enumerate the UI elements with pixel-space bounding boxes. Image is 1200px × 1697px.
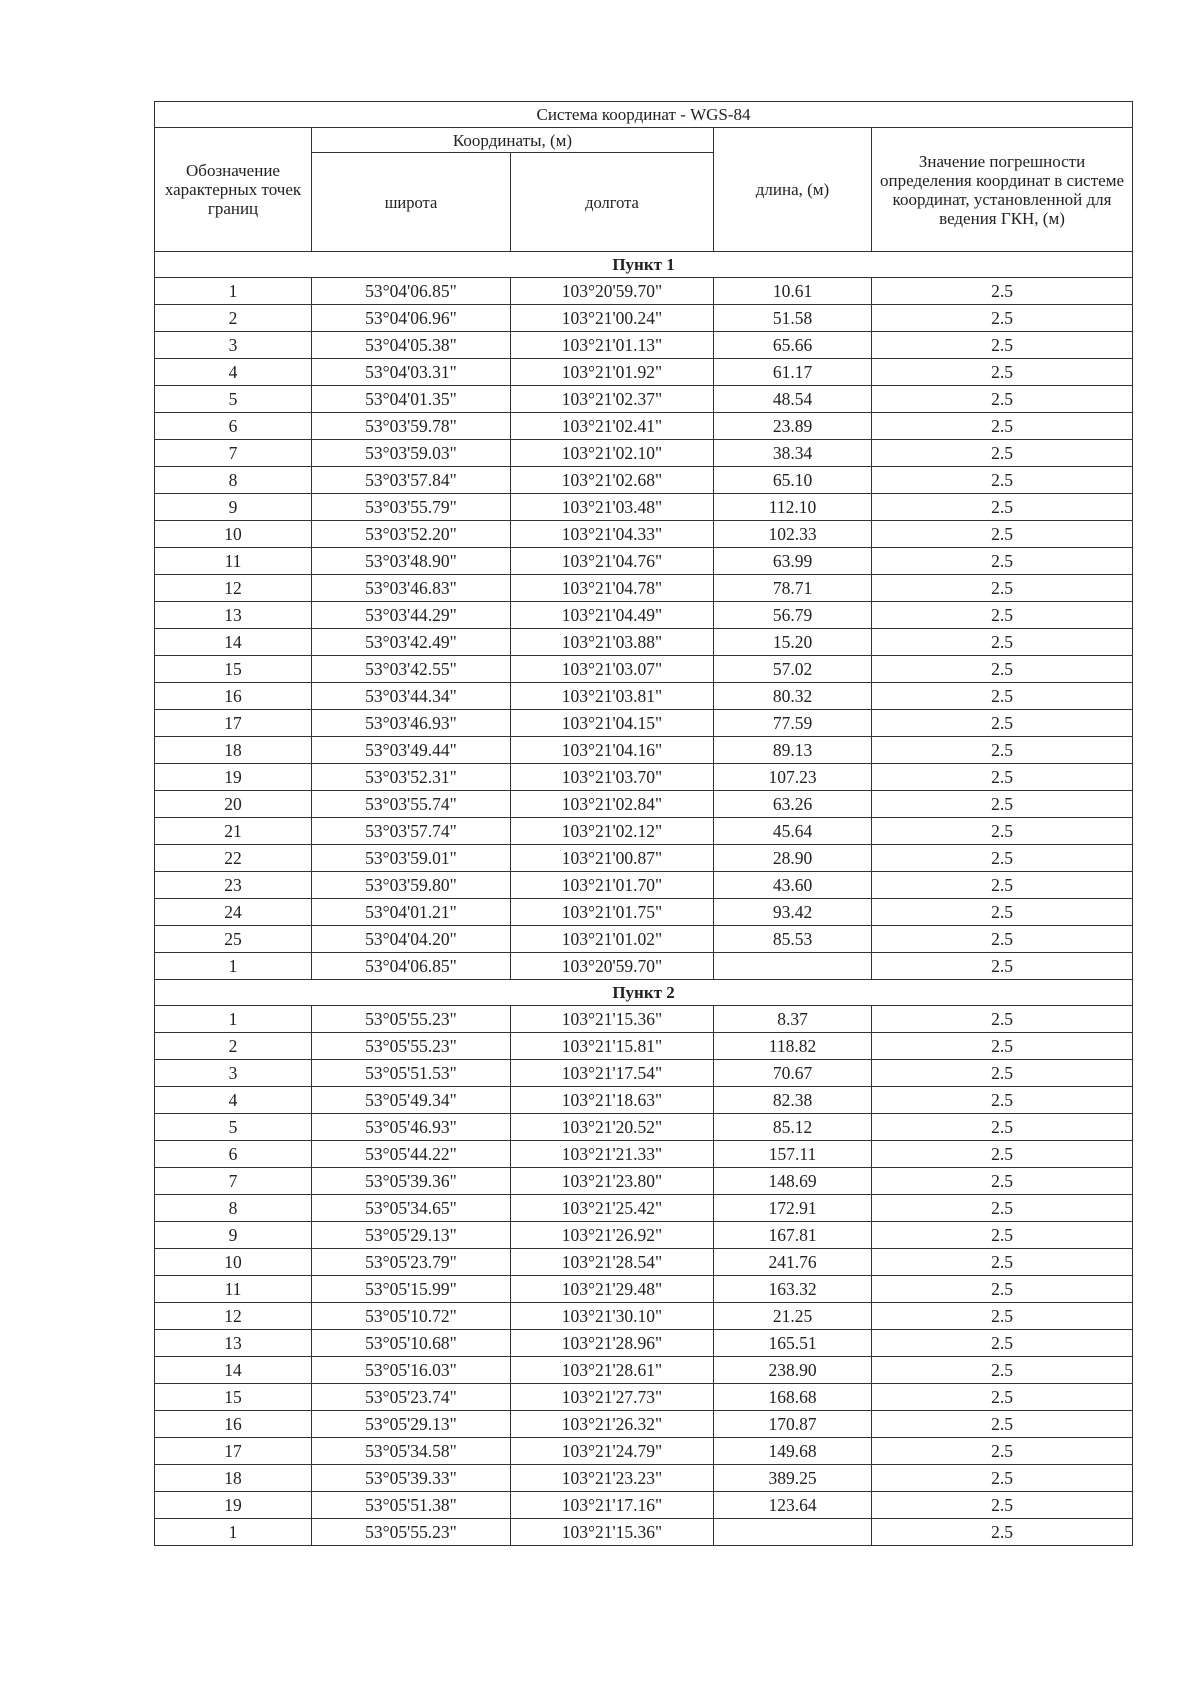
length-cell: 82.38: [714, 1087, 872, 1114]
length-cell: 123.64: [714, 1492, 872, 1519]
accuracy-cell: 2.5: [872, 1330, 1133, 1357]
point-number-cell: 5: [155, 386, 312, 413]
accuracy-cell: 2.5: [872, 413, 1133, 440]
accuracy-cell: 2.5: [872, 1438, 1133, 1465]
longitude-cell: 103°21'02.68": [511, 467, 714, 494]
accuracy-cell: 2.5: [872, 602, 1133, 629]
point-designation-header: Обозначение характерных точек границ: [155, 128, 312, 252]
length-cell: 45.64: [714, 818, 872, 845]
latitude-cell: 53°03'46.93": [312, 710, 511, 737]
longitude-cell: 103°21'18.63": [511, 1087, 714, 1114]
point-number-cell: 1: [155, 1519, 312, 1546]
point-number-cell: 10: [155, 521, 312, 548]
length-cell: 167.81: [714, 1222, 872, 1249]
table-row: [155, 953, 1133, 980]
table-row: [155, 1195, 1133, 1222]
latitude-cell: 53°04'01.35": [312, 386, 511, 413]
accuracy-cell: 2.5: [872, 1384, 1133, 1411]
table-row: [155, 1060, 1133, 1087]
point-number-cell: 4: [155, 359, 312, 386]
point-number-cell: 7: [155, 1168, 312, 1195]
accuracy-cell: 2.5: [872, 1519, 1133, 1546]
accuracy-cell: 2.5: [872, 1276, 1133, 1303]
length-cell: 112.10: [714, 494, 872, 521]
longitude-cell: 103°21'04.16": [511, 737, 714, 764]
latitude-cell: 53°05'55.23": [312, 1006, 511, 1033]
point-number-cell: 1: [155, 1006, 312, 1033]
point-number-cell: 16: [155, 1411, 312, 1438]
point-number-cell: 4: [155, 1087, 312, 1114]
longitude-cell: 103°21'04.33": [511, 521, 714, 548]
point-number-cell: 18: [155, 737, 312, 764]
table-row: [155, 521, 1133, 548]
accuracy-cell: 2.5: [872, 872, 1133, 899]
table-row: [155, 818, 1133, 845]
length-cell: 170.87: [714, 1411, 872, 1438]
latitude-cell: 53°03'55.79": [312, 494, 511, 521]
accuracy-cell: 2.5: [872, 440, 1133, 467]
accuracy-cell: 2.5: [872, 1303, 1133, 1330]
longitude-cell: 103°21'01.92": [511, 359, 714, 386]
table-row: [155, 494, 1133, 521]
longitude-cell: 103°21'01.75": [511, 899, 714, 926]
longitude-cell: 103°21'23.23": [511, 1465, 714, 1492]
point-number-cell: 9: [155, 1222, 312, 1249]
longitude-cell: 103°21'29.48": [511, 1276, 714, 1303]
longitude-cell: 103°21'03.70": [511, 764, 714, 791]
point-number-cell: 2: [155, 1033, 312, 1060]
accuracy-cell: 2.5: [872, 818, 1133, 845]
latitude-cell: 53°03'57.84": [312, 467, 511, 494]
latitude-cell: 53°05'23.79": [312, 1249, 511, 1276]
longitude-cell: 103°21'20.52": [511, 1114, 714, 1141]
point-number-cell: 24: [155, 899, 312, 926]
length-cell: 51.58: [714, 305, 872, 332]
point-number-cell: 17: [155, 1438, 312, 1465]
accuracy-cell: 2.5: [872, 521, 1133, 548]
longitude-cell: 103°21'17.16": [511, 1492, 714, 1519]
accuracy-cell: 2.5: [872, 710, 1133, 737]
longitude-cell: 103°21'02.41": [511, 413, 714, 440]
point-number-cell: 20: [155, 791, 312, 818]
latitude-cell: 53°04'04.20": [312, 926, 511, 953]
longitude-cell: 103°21'28.61": [511, 1357, 714, 1384]
accuracy-cell: 2.5: [872, 332, 1133, 359]
accuracy-cell: 2.5: [872, 1195, 1133, 1222]
table-row: [155, 737, 1133, 764]
table-row: [155, 710, 1133, 737]
longitude-cell: 103°20'59.70": [511, 953, 714, 980]
length-cell: 389.25: [714, 1465, 872, 1492]
longitude-cell: 103°21'03.48": [511, 494, 714, 521]
coordinates-table: [154, 101, 1133, 1546]
length-cell: 107.23: [714, 764, 872, 791]
longitude-cell: 103°21'25.42": [511, 1195, 714, 1222]
point-number-cell: 8: [155, 467, 312, 494]
longitude-cell: 103°21'26.92": [511, 1222, 714, 1249]
table-row: [155, 278, 1133, 305]
accuracy-cell: 2.5: [872, 683, 1133, 710]
length-cell: 65.66: [714, 332, 872, 359]
table-row: [155, 1357, 1133, 1384]
longitude-cell: 103°21'01.02": [511, 926, 714, 953]
accuracy-cell: 2.5: [872, 1465, 1133, 1492]
longitude-cell: 103°21'15.36": [511, 1519, 714, 1546]
table-row: [155, 845, 1133, 872]
latitude-cell: 53°03'44.34": [312, 683, 511, 710]
table-row: [155, 1519, 1133, 1546]
point-number-cell: 13: [155, 602, 312, 629]
point-number-cell: 17: [155, 710, 312, 737]
latitude-cell: 53°04'06.85": [312, 278, 511, 305]
point-number-cell: 1: [155, 278, 312, 305]
length-cell: 63.99: [714, 548, 872, 575]
table-row: [155, 305, 1133, 332]
length-cell: 70.67: [714, 1060, 872, 1087]
accuracy-cell: 2.5: [872, 467, 1133, 494]
table-row: [155, 1249, 1133, 1276]
table-row: [155, 1033, 1133, 1060]
length-cell: 8.37: [714, 1006, 872, 1033]
table-row: [155, 1303, 1133, 1330]
latitude-cell: 53°03'42.55": [312, 656, 511, 683]
table-row: [155, 1006, 1133, 1033]
length-cell: 149.68: [714, 1438, 872, 1465]
longitude-cell: 103°21'01.70": [511, 872, 714, 899]
table-row: [155, 1087, 1133, 1114]
longitude-cell: 103°21'04.76": [511, 548, 714, 575]
latitude-cell: 53°04'01.21": [312, 899, 511, 926]
point-number-cell: 3: [155, 332, 312, 359]
latitude-cell: 53°03'59.78": [312, 413, 511, 440]
table-row: [155, 1411, 1133, 1438]
table-body: [155, 252, 1133, 1546]
point-number-cell: 16: [155, 683, 312, 710]
accuracy-cell: 2.5: [872, 1087, 1133, 1114]
longitude-cell: 103°21'04.49": [511, 602, 714, 629]
length-cell: 93.42: [714, 899, 872, 926]
accuracy-cell: 2.5: [872, 1222, 1133, 1249]
length-cell: 48.54: [714, 386, 872, 413]
length-cell: 168.68: [714, 1384, 872, 1411]
latitude-cell: 53°03'59.01": [312, 845, 511, 872]
point-number-cell: 15: [155, 1384, 312, 1411]
latitude-cell: 53°05'51.53": [312, 1060, 511, 1087]
latitude-cell: 53°03'59.03": [312, 440, 511, 467]
latitude-cell: 53°03'52.20": [312, 521, 511, 548]
length-cell: 148.69: [714, 1168, 872, 1195]
latitude-cell: 53°05'34.65": [312, 1195, 511, 1222]
length-cell: 63.26: [714, 791, 872, 818]
table-row: [155, 656, 1133, 683]
table-row: [155, 575, 1133, 602]
accuracy-cell: 2.5: [872, 737, 1133, 764]
table-row: [155, 1141, 1133, 1168]
latitude-cell: 53°03'42.49": [312, 629, 511, 656]
accuracy-cell: 2.5: [872, 1141, 1133, 1168]
longitude-cell: 103°21'21.33": [511, 1141, 714, 1168]
table-row: [155, 1276, 1133, 1303]
table-row: [155, 926, 1133, 953]
longitude-cell: 103°21'04.78": [511, 575, 714, 602]
point-number-cell: 10: [155, 1249, 312, 1276]
latitude-cell: 53°05'39.36": [312, 1168, 511, 1195]
point-number-cell: 11: [155, 1276, 312, 1303]
length-cell: 43.60: [714, 872, 872, 899]
length-cell: 77.59: [714, 710, 872, 737]
longitude-header: долгота: [511, 153, 714, 252]
accuracy-cell: 2.5: [872, 386, 1133, 413]
latitude-cell: 53°05'29.13": [312, 1222, 511, 1249]
latitude-cell: 53°04'06.85": [312, 953, 511, 980]
length-cell: [714, 1519, 872, 1546]
longitude-cell: 103°21'23.80": [511, 1168, 714, 1195]
longitude-cell: 103°21'17.54": [511, 1060, 714, 1087]
longitude-cell: 103°21'28.54": [511, 1249, 714, 1276]
latitude-cell: 53°05'10.68": [312, 1330, 511, 1357]
longitude-cell: 103°21'15.81": [511, 1033, 714, 1060]
length-cell: 157.11: [714, 1141, 872, 1168]
accuracy-cell: 2.5: [872, 926, 1133, 953]
accuracy-cell: 2.5: [872, 764, 1133, 791]
point-number-cell: 5: [155, 1114, 312, 1141]
length-cell: 65.10: [714, 467, 872, 494]
accuracy-cell: 2.5: [872, 845, 1133, 872]
point-number-cell: 12: [155, 575, 312, 602]
length-cell: 238.90: [714, 1357, 872, 1384]
latitude-cell: 53°03'46.83": [312, 575, 511, 602]
length-cell: 102.33: [714, 521, 872, 548]
accuracy-cell: 2.5: [872, 899, 1133, 926]
table-row: [155, 413, 1133, 440]
accuracy-cell: 2.5: [872, 629, 1133, 656]
point-number-cell: 2: [155, 305, 312, 332]
length-cell: 172.91: [714, 1195, 872, 1222]
table-row: [155, 1114, 1133, 1141]
latitude-cell: 53°03'52.31": [312, 764, 511, 791]
point-number-cell: 14: [155, 1357, 312, 1384]
latitude-cell: 53°04'03.31": [312, 359, 511, 386]
accuracy-cell: 2.5: [872, 1357, 1133, 1384]
point-number-cell: 6: [155, 1141, 312, 1168]
section-row: [155, 980, 1133, 1006]
longitude-cell: 103°21'15.36": [511, 1006, 714, 1033]
accuracy-cell: 2.5: [872, 1006, 1133, 1033]
table-row: [155, 899, 1133, 926]
length-cell: 21.25: [714, 1303, 872, 1330]
section-row: [155, 252, 1133, 278]
accuracy-cell: 2.5: [872, 548, 1133, 575]
longitude-cell: 103°20'59.70": [511, 278, 714, 305]
longitude-cell: 103°21'03.81": [511, 683, 714, 710]
point-number-cell: 7: [155, 440, 312, 467]
accuracy-cell: 2.5: [872, 305, 1133, 332]
length-cell: 28.90: [714, 845, 872, 872]
accuracy-cell: 2.5: [872, 1168, 1133, 1195]
latitude-cell: 53°04'05.38": [312, 332, 511, 359]
length-cell: [714, 953, 872, 980]
table-row: [155, 386, 1133, 413]
point-number-cell: 6: [155, 413, 312, 440]
latitude-cell: 53°05'49.34": [312, 1087, 511, 1114]
length-cell: 85.53: [714, 926, 872, 953]
length-cell: 38.34: [714, 440, 872, 467]
accuracy-cell: 2.5: [872, 494, 1133, 521]
accuracy-cell: 2.5: [872, 359, 1133, 386]
accuracy-cell: 2.5: [872, 953, 1133, 980]
latitude-cell: 53°05'51.38": [312, 1492, 511, 1519]
point-number-cell: 25: [155, 926, 312, 953]
latitude-cell: 53°05'16.03": [312, 1357, 511, 1384]
latitude-cell: 53°05'34.58": [312, 1438, 511, 1465]
latitude-cell: 53°03'57.74": [312, 818, 511, 845]
table-row: [155, 1222, 1133, 1249]
longitude-cell: 103°21'00.87": [511, 845, 714, 872]
accuracy-cell: 2.5: [872, 1249, 1133, 1276]
latitude-cell: 53°03'59.80": [312, 872, 511, 899]
latitude-cell: 53°03'55.74": [312, 791, 511, 818]
accuracy-cell: 2.5: [872, 656, 1133, 683]
point-number-cell: 12: [155, 1303, 312, 1330]
latitude-cell: 53°03'48.90": [312, 548, 511, 575]
table-row: [155, 548, 1133, 575]
table-row: [155, 629, 1133, 656]
length-cell: 85.12: [714, 1114, 872, 1141]
table-row: [155, 791, 1133, 818]
longitude-cell: 103°21'03.07": [511, 656, 714, 683]
table-row: [155, 1492, 1133, 1519]
point-number-cell: 22: [155, 845, 312, 872]
length-cell: 10.61: [714, 278, 872, 305]
table-row: [155, 683, 1133, 710]
point-number-cell: 11: [155, 548, 312, 575]
accuracy-cell: 2.5: [872, 575, 1133, 602]
table-row: [155, 1330, 1133, 1357]
longitude-cell: 103°21'01.13": [511, 332, 714, 359]
latitude-cell: 53°05'39.33": [312, 1465, 511, 1492]
longitude-cell: 103°21'02.84": [511, 791, 714, 818]
point-number-cell: 8: [155, 1195, 312, 1222]
length-cell: 163.32: [714, 1276, 872, 1303]
table-row: [155, 602, 1133, 629]
longitude-cell: 103°21'00.24": [511, 305, 714, 332]
length-cell: 165.51: [714, 1330, 872, 1357]
longitude-cell: 103°21'28.96": [511, 1330, 714, 1357]
table-row: [155, 1465, 1133, 1492]
length-cell: 89.13: [714, 737, 872, 764]
length-cell: 15.20: [714, 629, 872, 656]
point-number-cell: 1: [155, 953, 312, 980]
length-cell: 118.82: [714, 1033, 872, 1060]
accuracy-cell: 2.5: [872, 1033, 1133, 1060]
point-number-cell: 23: [155, 872, 312, 899]
length-cell: 78.71: [714, 575, 872, 602]
point-number-cell: 18: [155, 1465, 312, 1492]
latitude-cell: 53°03'44.29": [312, 602, 511, 629]
table-row: [155, 1168, 1133, 1195]
length-header: длина, (м): [714, 128, 872, 252]
longitude-cell: 103°21'24.79": [511, 1438, 714, 1465]
latitude-cell: 53°03'49.44": [312, 737, 511, 764]
length-cell: 57.02: [714, 656, 872, 683]
point-number-cell: 15: [155, 656, 312, 683]
longitude-cell: 103°21'04.15": [511, 710, 714, 737]
table-row: [155, 359, 1133, 386]
table-row: [155, 332, 1133, 359]
latitude-cell: 53°04'06.96": [312, 305, 511, 332]
point-number-cell: 19: [155, 764, 312, 791]
latitude-cell: 53°05'44.22": [312, 1141, 511, 1168]
longitude-cell: 103°21'02.10": [511, 440, 714, 467]
coordinate-system-title: Система координат - WGS-84: [155, 102, 1133, 128]
point-number-cell: 21: [155, 818, 312, 845]
longitude-cell: 103°21'02.12": [511, 818, 714, 845]
table-header: [155, 102, 1133, 252]
latitude-cell: 53°05'55.23": [312, 1519, 511, 1546]
latitude-header: широта: [312, 153, 511, 252]
latitude-cell: 53°05'23.74": [312, 1384, 511, 1411]
length-cell: 61.17: [714, 359, 872, 386]
longitude-cell: 103°21'27.73": [511, 1384, 714, 1411]
table-row: [155, 1438, 1133, 1465]
length-cell: 241.76: [714, 1249, 872, 1276]
longitude-cell: 103°21'02.37": [511, 386, 714, 413]
latitude-cell: 53°05'15.99": [312, 1276, 511, 1303]
coordinates-group-header: Координаты, (м): [312, 128, 714, 153]
latitude-cell: 53°05'55.23": [312, 1033, 511, 1060]
longitude-cell: 103°21'26.32": [511, 1411, 714, 1438]
section-title: Пункт 1: [155, 252, 1133, 278]
longitude-cell: 103°21'03.88": [511, 629, 714, 656]
length-cell: 56.79: [714, 602, 872, 629]
point-number-cell: 9: [155, 494, 312, 521]
latitude-cell: 53°05'10.72": [312, 1303, 511, 1330]
point-number-cell: 19: [155, 1492, 312, 1519]
length-cell: 80.32: [714, 683, 872, 710]
longitude-cell: 103°21'30.10": [511, 1303, 714, 1330]
table-row: [155, 1384, 1133, 1411]
table-row: [155, 467, 1133, 494]
table-row: [155, 764, 1133, 791]
accuracy-cell: 2.5: [872, 1060, 1133, 1087]
accuracy-cell: 2.5: [872, 791, 1133, 818]
section-title: Пункт 2: [155, 980, 1133, 1006]
latitude-cell: 53°05'29.13": [312, 1411, 511, 1438]
accuracy-cell: 2.5: [872, 1114, 1133, 1141]
accuracy-cell: 2.5: [872, 1411, 1133, 1438]
latitude-cell: 53°05'46.93": [312, 1114, 511, 1141]
accuracy-cell: 2.5: [872, 278, 1133, 305]
length-cell: 23.89: [714, 413, 872, 440]
accuracy-cell: 2.5: [872, 1492, 1133, 1519]
point-number-cell: 3: [155, 1060, 312, 1087]
table-row: [155, 440, 1133, 467]
table-row: [155, 872, 1133, 899]
accuracy-header: Значение погрешности определения координат в системе координат, установленной для ведения ГКН, (м): [872, 128, 1133, 252]
point-number-cell: 13: [155, 1330, 312, 1357]
point-number-cell: 14: [155, 629, 312, 656]
